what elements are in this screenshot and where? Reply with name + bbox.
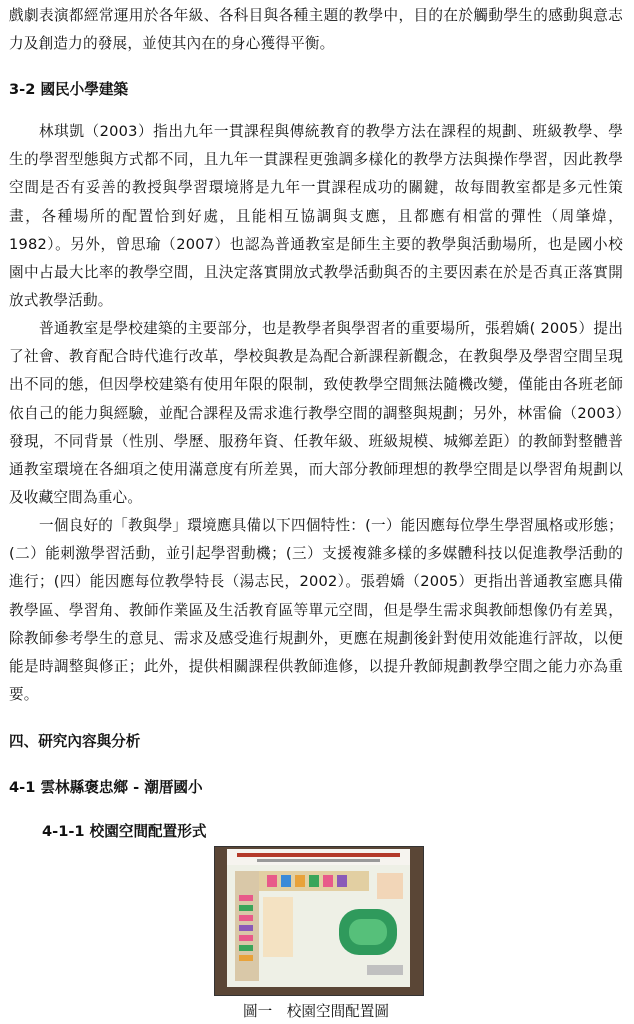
paragraph-intro-continued: 戲劇表演都經常運用於各年級、各科目與各種主題的教學中，目的在於觸動學生的感動與意志力及創造力的發展，並使其內在的身心獲得平衡。	[9, 7, 623, 53]
campus-map	[227, 865, 410, 987]
campus-layout-figure	[214, 846, 424, 996]
paragraph-lin: 林琪凱（2003）指出九年一貫課程與傳統教育的教學方法在課程的規劃、班級教學、學生的學習型態與方式都不同，且九年一貫課程更強調多樣化的教學方法與操作學習，因此教學空間是否有妥善的教授與學習環境將是九年一貫課程成功的關鍵，故每間教室都是多元性策畫，各種場所的配置恰到好處，且能相互協調與支應，且都應有相當的彈性（周肇煒，1982）。另外，曾思瑜（2007）也認為普通教室是師生主要的教學與活動場所，也是國小校園中占最大比率的教學空間，且決定落實開放式教學活動與否的主要因素在於是否真正落實開放式教學活動。	[9, 123, 623, 310]
heading-4-1-1: 4-1-1 校園空間配置形式	[42, 823, 207, 840]
figure-plaque-title	[227, 849, 410, 865]
paragraph-teaching-environment: 一個良好的「教與學」環境應具備以下四個特性：(一）能因應每位學生學習風格或形態；(二）能刺激學習活動，並引起學習動機；(三）支援複雜多樣的多媒體科技以促進教學活動的進行；(四）能因應每位教學特長（湯志民，2002）。張碧嬌（2005）更指出普通教室應具備教學區、學習角、教師作業區及生活教育區等單元空間，但是學生需求與教師想像仍有差異，除教師參考學生的意見、需求及感受進行規劃外，更應在規劃後針對使用效能進行評故，以便能是時調整與修正；此外，提供相關課程供教師進修，以提升教師規劃教學空間之能力亦為重要。	[9, 517, 623, 704]
figure-title-mark	[227, 849, 410, 865]
figure-caption: 圖一 校園空間配置圖	[243, 1003, 389, 1020]
paragraph-classroom: 普通教室是學校建築的主要部分，也是教學者與學習者的重要場所，張碧嬌( 2005）提出了社會、教育配合時代進行改革，學校與教是為配合新課程新觀念，在教與學及學習空間呈現出不同的態，但因學校建築有使用年限的限制，致使教學空間無法隨機改變，僅能由各班老師依自己的能力與經驗，並配合課程及需求進行教學空間的調整與規劃；另外，林雷倫（2003）發現，不同背景（性別、學歷、服務年資、任教年級、班級規模、城鄉差距）的教師對整體普通教室環境在各細項之使用滿意度有所差異，而大部分教師理想的教學空間是以學習角規劃以及收藏空間為重心。	[9, 320, 623, 507]
heading-4: 四、研究內容與分析	[9, 733, 141, 750]
heading-3-2: 3-2 國民小學建築	[9, 81, 129, 98]
campus-map-drawing	[227, 865, 410, 987]
heading-4-1: 4-1 雲林縣褒忠鄉 - 潮厝國小	[9, 779, 203, 796]
